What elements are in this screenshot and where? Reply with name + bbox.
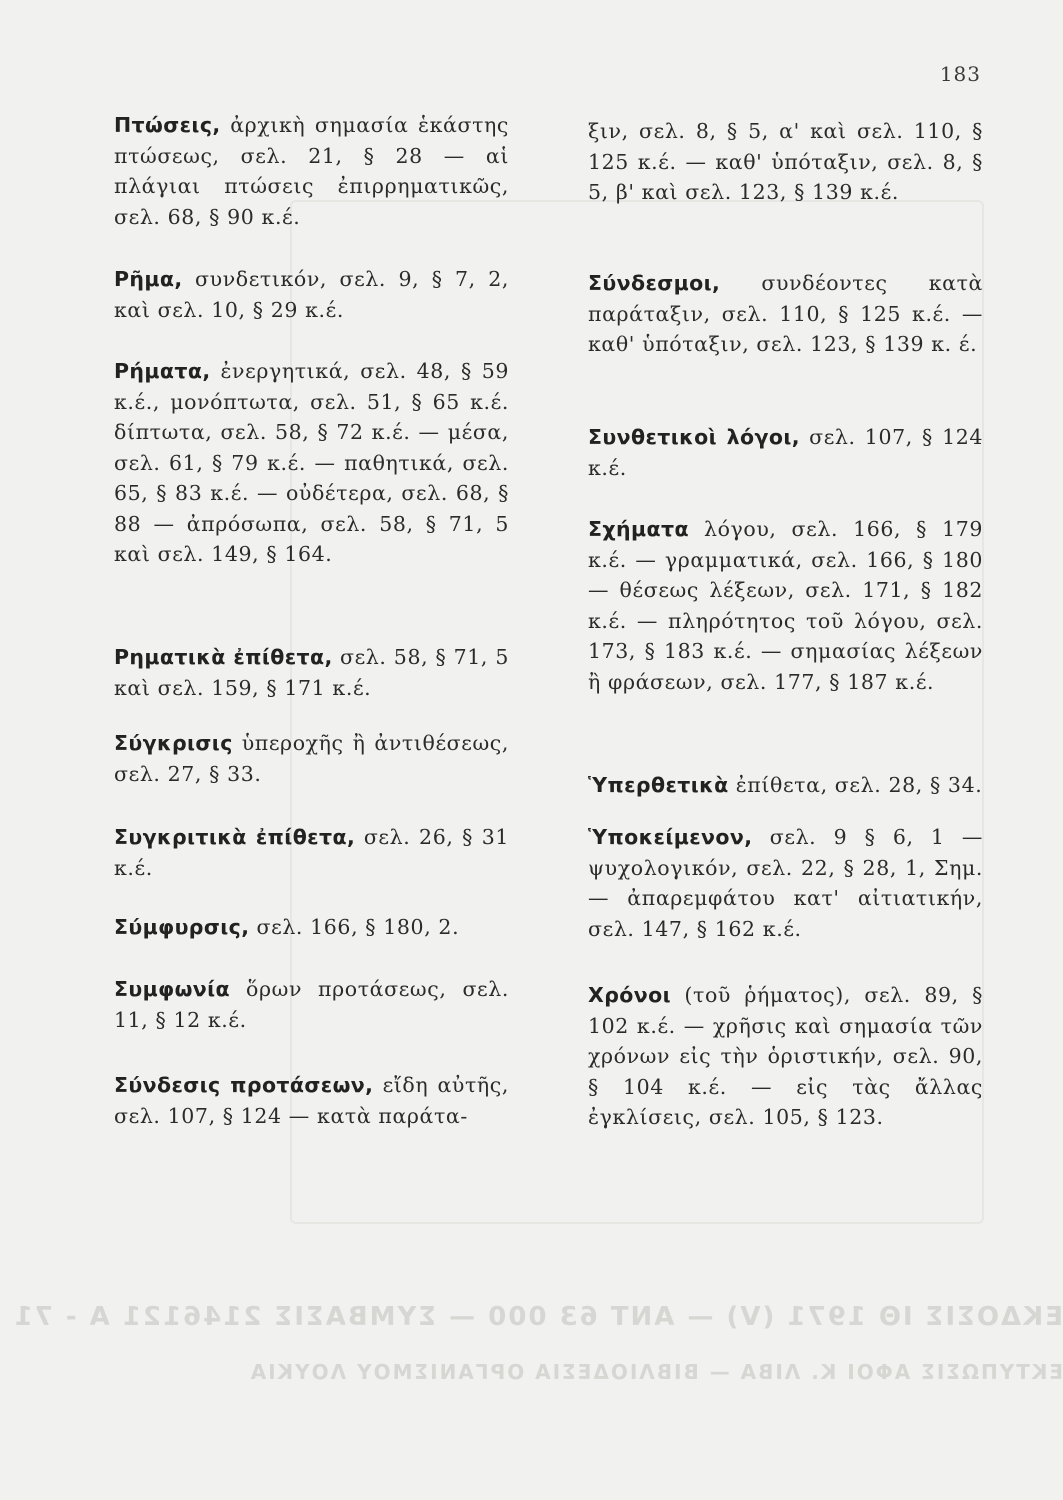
entry-text: σελ. 9 § 6, 1 — ψυχολογικόν, σελ. 22, § 28, 1, Σημ. — ἀπαρεμφάτου κατ' αἰτιατικήν, σελ. 147, § 162 κ.έ. <box>588 825 983 941</box>
entry-headword: Σχήματα <box>588 517 689 541</box>
index-entry-rima <box>114 264 509 325</box>
index-entry-syndesis-protaseon <box>114 1070 509 1131</box>
entry-headword: Πτώσεις, <box>114 113 221 137</box>
entry-text: συνδετικόν, σελ. 9, § 7, 2, καὶ σελ. 10, § 29 κ.έ. <box>114 267 509 322</box>
index-entry-continuation <box>588 116 983 208</box>
entry-headword: Συμφωνία <box>114 977 231 1001</box>
entry-headword: Ὑποκείμενον, <box>588 825 753 849</box>
index-entry-rimata <box>114 356 509 570</box>
index-entry-ypokeimenon <box>588 822 983 944</box>
entry-text: ἐπίθετα, σελ. 28, § 34. <box>728 773 983 797</box>
entry-text: ὅρων προτάσεως, σελ. 11, § 12 κ.έ. <box>114 977 509 1032</box>
index-entry-ptoseis <box>114 110 509 232</box>
index-entry-synthetikoi-logoi <box>588 422 983 483</box>
entry-headword: Χρόνοι <box>588 983 671 1007</box>
index-entry-sygkrisis <box>114 728 509 789</box>
bleed-through-text-line-1: ΕΚΔΟΣΙΣ ΙΘ 1971 (V) — ΑΝΤ 63 000 — ΣΥΜΒΑΣΙΣ 2146121 Α - 71 <box>12 1302 1063 1332</box>
entry-headword: Ὑπερθετικὰ <box>588 773 729 797</box>
entry-text: (τοῦ ῥήματος), σελ. 89, § 102 κ.έ. — χρῆσις καὶ σημασία τῶν χρόνων εἰς τὴν ὁριστικήν, σελ. 90, § 104 κ.έ. — εἰς τὰς ἄλλας ἐγκλίσεις, σελ. 105, § 123. <box>588 983 983 1129</box>
entry-text: ξιν, σελ. 8, § 5, α' καὶ σελ. 110, § 125 κ.έ. — καθ' ὑπόταξιν, σελ. 8, § 5, β' καὶ σελ. 123, § 139 κ.έ. <box>588 119 983 204</box>
index-entry-sygkritika-epitheta <box>114 822 509 883</box>
index-entry-yperthetika <box>588 770 983 801</box>
entry-text: ἐνεργητικά, σελ. 48, § 59 κ.έ., μονόπτωτα, σελ. 51, § 65 κ.έ. δίπτωτα, σελ. 58, § 72 κ.έ. — μέσα, σελ. 61, § 79 κ.έ. — παθητικά, σελ. 65, § 83 κ.έ. — οὐδέτερα, σελ. 68, § 88 — ἀπρόσωπα, σελ. 58, § 71, 5 καὶ σελ. 149, § 164. <box>114 359 509 566</box>
index-entry-schimata <box>588 514 983 697</box>
entry-text: ὑπεροχῆς ἢ ἀντιθέσεως, σελ. 27, § 33. <box>114 731 509 786</box>
entry-text: σελ. 166, § 180, 2. <box>249 915 460 939</box>
entry-text: συνδέοντες κατὰ παράταξιν, σελ. 110, § 125 κ.έ. — καθ' ὑπόταξιν, σελ. 123, § 139 κ. έ. <box>588 271 983 356</box>
entry-headword: Ρηματικὰ ἐπίθετα, <box>114 645 333 669</box>
index-entry-syndesmoi <box>588 268 983 360</box>
entry-headword: Συγκριτικὰ ἐπίθετα, <box>114 825 356 849</box>
page-number: 183 <box>939 62 981 86</box>
entry-text: σελ. 107, § 124 κ.έ. <box>588 425 984 480</box>
entry-headword: Ρῆμα, <box>114 267 183 291</box>
index-entry-rimatika-epitheta <box>114 642 509 703</box>
index-entry-symfonia <box>114 974 509 1035</box>
entry-headword: Σύμφυρσις, <box>114 915 250 939</box>
entry-headword: Σύνδεσμοι, <box>588 271 721 295</box>
index-entry-chronoi <box>588 980 983 1133</box>
entry-headword: Συνθετικοὶ λόγοι, <box>588 425 800 449</box>
entry-headword: Σύνδεσις προτάσεων, <box>114 1073 374 1097</box>
index-entry-symfyrsis <box>114 912 509 943</box>
entry-headword: Σύγκρισις <box>114 731 233 755</box>
entry-text: σελ. 58, § 71, 5 καὶ σελ. 159, § 171 κ.έ. <box>114 645 509 700</box>
entry-headword: Ρήματα, <box>114 359 211 383</box>
bleed-through-text-line-2: ΕΚΤΥΠΩΣΙΣ ΑΦΟΙ Κ. ΛΙΒΑ — ΒΙΒΛΙΟΔΕΣΙΑ ΟΡΓΑΝΙΣΜΟΥ ΛΟΥΚΙΑ <box>248 1360 1063 1384</box>
entry-text: λόγου, σελ. 166, § 179 κ.έ. — γραμματικά, σελ. 166, § 180 — θέσεως λέξεων, σελ. 171, § 182 κ.έ. — πληρότητος τοῦ λόγου, σελ. 173, § 183 κ.έ. — σημασίας λέξεων ἢ φράσεων, σελ. 177, § 187 κ.έ. <box>588 517 983 694</box>
entry-text: ἀρχικὴ σημασία ἑκάστης πτώσεως, σελ. 21, § 28 — αἱ πλάγιαι πτώσεις ἐπιρρηματικῶς, σελ. 68, § 90 κ.έ. <box>114 113 509 229</box>
entry-text: εἴδη αὐτῆς, σελ. 107, § 124 — κατὰ παράτα- <box>114 1073 509 1128</box>
entry-text: σελ. 26, § 31 κ.έ. <box>114 825 509 880</box>
